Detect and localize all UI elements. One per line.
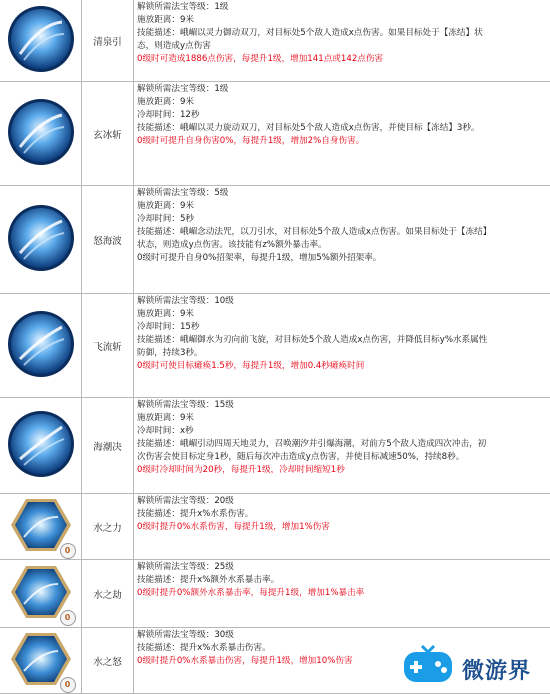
skill-upgrade-note: 0级时可造成1886点伤害，每提升1级，增加141点或142点伤害: [137, 54, 384, 64]
skill-icon-cell: [0, 560, 82, 627]
skill-name: 玄冰斩: [82, 82, 134, 185]
skill-icon: [6, 203, 76, 277]
skill-icon-cell: [0, 294, 82, 397]
skill-row: [0, 398, 550, 494]
skill-description: [134, 82, 550, 185]
skill-detail-line: 次伤害会使目标定身1秒，随后每次冲击造成y点伤害，并使目标减速50%，持续8秒。: [137, 452, 465, 462]
skill-detail-line: 施放距离：9米: [137, 15, 195, 25]
skill-detail-line: 冷却时间：15秒: [137, 322, 200, 332]
skill-icon-cell: [0, 0, 82, 81]
skill-detail-line: 解锁所需法宝等级：1级: [137, 84, 229, 94]
skill-upgrade-note: 0级时提升0%水系伤害，每提升1级，增加1%伤害: [137, 522, 330, 532]
skill-row: [0, 560, 550, 628]
skill-description: [134, 0, 550, 81]
skill-detail-line: 0级时可提升自身0%招架率，每提升1级，增加5%额外招架率。: [137, 253, 382, 263]
skill-detail-line: 技能描述：峨嵋以灵力御动双刀，对目标处5个敌人造成x点伤害。如果目标处于【冻结】状: [137, 28, 483, 38]
skill-row: [0, 186, 550, 294]
skill-upgrade-note: 0级时冷却时间为20秒，每提升1级，冷却时间缩短1秒: [137, 465, 345, 475]
skill-description: [134, 186, 550, 293]
skill-icon: [10, 497, 72, 557]
skill-row: [0, 494, 550, 560]
skill-icon: [10, 631, 72, 691]
skill-upgrade-note: 0级时可使目标瘫痪1.5秒，每提升1级，增加0.4秒瘫痪时间: [137, 361, 365, 371]
skill-detail-line: 技能描述：峨嵋御水为刃向前飞旋，对目标处5个敌人造成x点伤害，并降低目标y%水系属性: [137, 335, 488, 345]
skill-upgrade-note: 0级时提升0%水系暴击伤害，每提升1级，增加10%伤害: [137, 656, 353, 666]
skill-description: [134, 398, 550, 493]
skill-row: [0, 294, 550, 398]
skill-name: 飞流斩: [82, 294, 134, 397]
skill-icon: [10, 564, 72, 624]
skill-detail-line: 解锁所需法宝等级：30级: [137, 630, 234, 640]
gamepad-icon: [400, 640, 456, 690]
skill-row: [0, 0, 550, 82]
skill-detail-line: 解锁所需法宝等级：15级: [137, 400, 234, 410]
skill-name: 水之怒: [82, 628, 134, 693]
skill-detail-line: 施放距离：9米: [137, 97, 195, 107]
skill-detail-line: 态，则造成y点伤害: [137, 41, 211, 51]
skill-detail-line: 施放距离：9米: [137, 201, 195, 211]
skill-icon-cell: [0, 82, 82, 185]
skill-upgrade-note: 0级时提升0%额外水系暴击率，每提升1级，增加1%暴击率: [137, 588, 365, 598]
skill-name: 水之劫: [82, 560, 134, 627]
skill-detail-line: 技能描述：提升x%水系暴击伤害。: [137, 643, 271, 653]
skill-detail-line: 解锁所需法宝等级：1级: [137, 2, 229, 12]
skill-upgrade-note: 0级时可提升自身伤害0%，每提升1级，增加2%自身伤害。: [137, 136, 365, 146]
skill-detail-line: 冷却时间：5秒: [137, 214, 195, 224]
skill-level-badge: 0: [60, 610, 76, 626]
skill-icon: [6, 309, 76, 383]
skill-detail-line: 技能描述：峨嵋以灵力旋动双刀，对目标处5个敌人造成x点伤害，并使目标【冻结】3秒。: [137, 123, 480, 133]
skill-name: 海潮决: [82, 398, 134, 493]
skill-name: 怒海波: [82, 186, 134, 293]
skill-icon-cell: [0, 494, 82, 559]
skill-icon: [6, 409, 76, 483]
skill-detail-line: 施放距离：9米: [137, 309, 195, 319]
skill-detail-line: 防御，持续3秒。: [137, 348, 203, 358]
skill-detail-line: 冷却时间：x秒: [137, 426, 194, 436]
skill-detail-line: 解锁所需法宝等级：10级: [137, 296, 234, 306]
watermark-text: 微游界: [462, 659, 532, 684]
skill-name: 清泉引: [82, 0, 134, 81]
skill-name: 水之力: [82, 494, 134, 559]
skill-row: [0, 82, 550, 186]
skill-detail-line: 状态，则造成y点伤害。该技能有z%额外暴击率。: [137, 240, 327, 250]
skill-icon: [6, 97, 76, 171]
skill-icon-cell: [0, 398, 82, 493]
skill-level-badge: 0: [60, 677, 76, 693]
skill-detail-line: 解锁所需法宝等级：5级: [137, 188, 229, 198]
skill-detail-line: 技能描述：峨嵋念动法咒，以刀引水，对目标处5个敌人造成x点伤害。如果目标处于【冻结】: [137, 227, 492, 237]
skill-detail-line: 技能描述：提升x%水系伤害。: [137, 509, 254, 519]
skill-detail-line: 施放距离：9米: [137, 413, 195, 423]
skill-detail-line: 技能描述：峨嵋引动四周天地灵力，召唤潮汐并引爆海潮，对前方5个敌人造成四次冲击，初: [137, 439, 487, 449]
skill-detail-line: 解锁所需法宝等级：20级: [137, 496, 234, 506]
skill-icon: [6, 4, 76, 78]
skill-description: [134, 560, 550, 627]
skill-detail-line: 解锁所需法宝等级：25级: [137, 562, 234, 572]
skill-description: [134, 494, 550, 559]
skill-detail-line: 技能描述：提升x%额外水系暴击率。: [137, 575, 280, 585]
skill-detail-line: 冷却时间：12秒: [137, 110, 200, 120]
skill-icon-cell: [0, 186, 82, 293]
skill-icon-cell: [0, 628, 82, 693]
skill-description: [134, 294, 550, 397]
watermark-logo: [400, 640, 550, 694]
skill-level-badge: 0: [60, 543, 76, 559]
